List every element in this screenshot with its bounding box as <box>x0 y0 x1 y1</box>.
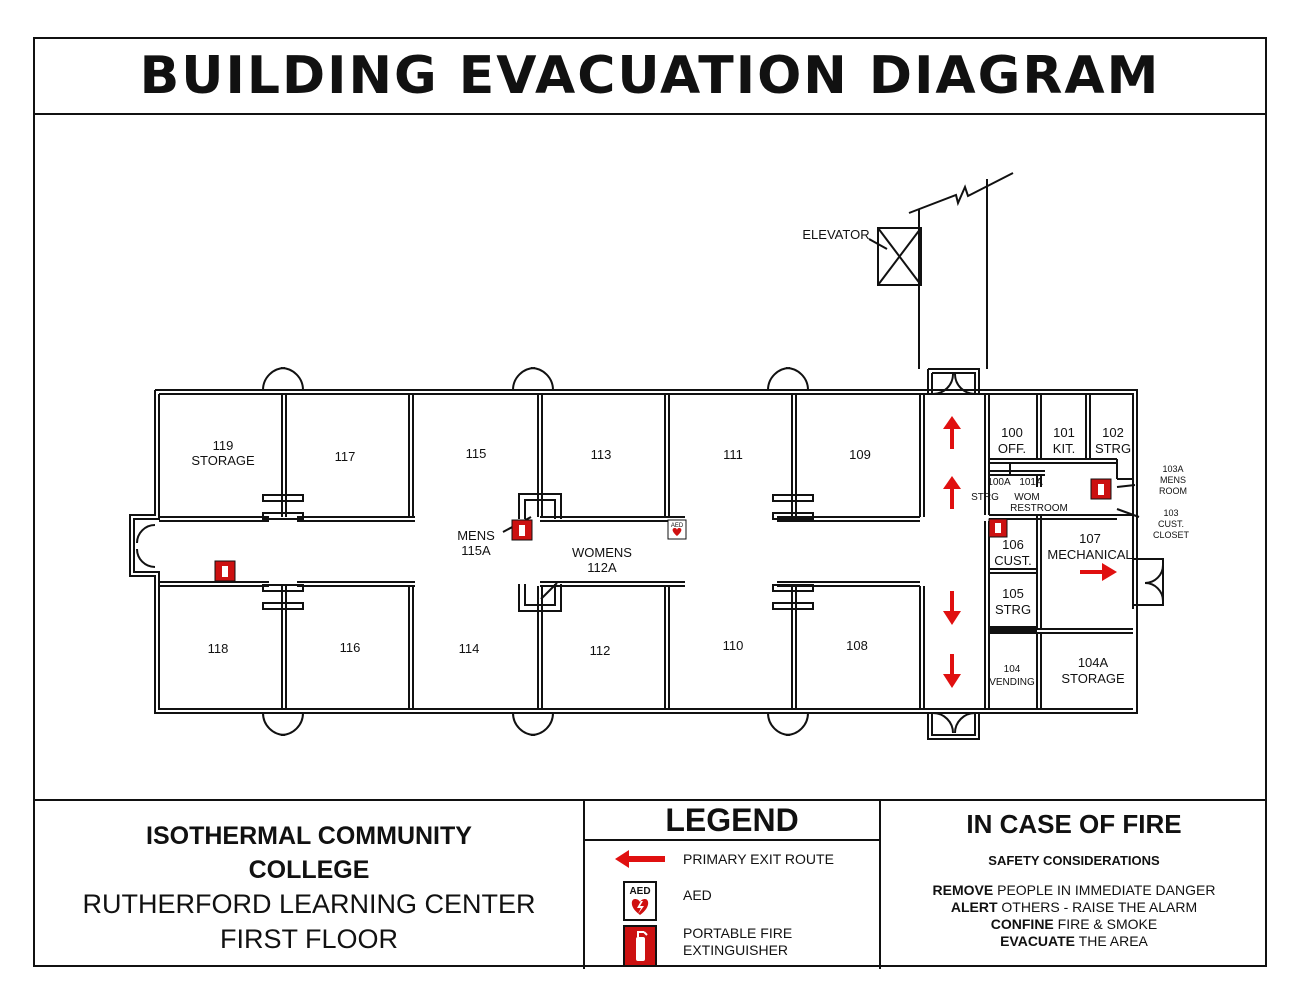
east-rooms-north-corridor <box>989 515 1117 519</box>
fire-steps <box>881 882 1267 950</box>
room-103-type: CLOSET <box>1152 530 1190 540</box>
mens-number: 115A <box>461 543 491 558</box>
fire-extinguisher-icon <box>512 520 532 540</box>
room-116: 116 <box>339 640 361 655</box>
safety-heading: SAFETY CONSIDERATIONS <box>988 853 1160 868</box>
exit-arrow-up-1 <box>943 416 961 449</box>
center-name: RUTHERFORD LEARNING CENTER <box>82 889 536 919</box>
room-108: 108 <box>846 638 868 653</box>
wall-116-114 <box>409 586 413 709</box>
fire-step-text: FIRE & SMOKE <box>1053 916 1158 932</box>
fire-extinguisher-icon <box>215 561 235 581</box>
south-door-3 <box>768 713 808 735</box>
aed-icon <box>668 520 686 539</box>
fire-title: IN CASE OF FIRE <box>966 809 1182 839</box>
room-100a-label: 100A <box>987 477 1011 488</box>
exit-arrow-up-2 <box>943 476 961 509</box>
floor-plan <box>35 39 1269 799</box>
south-door-1 <box>263 713 303 735</box>
room-101a-label: 101A <box>1019 477 1043 488</box>
room-107-number: 107 <box>1079 531 1101 546</box>
east-wing-west-wall <box>985 394 989 709</box>
exit-arrow-down-1 <box>943 591 961 625</box>
east-exit-door <box>1145 565 1163 601</box>
wall-117-115 <box>409 394 413 517</box>
fire-extinguisher-icon <box>623 925 657 967</box>
womens-number: 112A <box>587 560 617 575</box>
room-102-number: 102 <box>1102 425 1124 440</box>
room-104-name: VENDING <box>989 677 1035 688</box>
room-118: 118 <box>207 641 229 656</box>
room-114: 114 <box>458 641 480 656</box>
wall-119-117 <box>282 394 286 517</box>
legend-title: LEGEND <box>585 801 879 841</box>
room-102-name: STRG <box>1094 441 1132 456</box>
fire-step-text: PEOPLE IN IMMEDIATE DANGER <box>993 882 1216 898</box>
north-door-3 <box>768 368 808 390</box>
room-103a-number: 103A <box>1162 464 1184 474</box>
north-door-1 <box>263 368 303 390</box>
fire-step-keyword: CONFINE <box>990 916 1054 932</box>
mens-label: MENS <box>457 528 495 543</box>
fire-step-alert <box>881 899 1267 916</box>
fire-step-keyword: REMOVE <box>932 882 994 898</box>
fire-step-keyword: ALERT <box>950 899 998 915</box>
elevator-shaft-walls <box>919 179 987 369</box>
aed-tag: AED <box>670 523 684 529</box>
wall-113-111 <box>665 394 669 517</box>
legend-label-extinguisher-1: PORTABLE FIRE <box>683 925 793 941</box>
room-115: 115 <box>465 446 487 461</box>
west-exit-door <box>137 525 155 567</box>
elevator-label: ELEVATOR <box>802 227 870 242</box>
fire-step-text: THE AREA <box>1075 933 1148 949</box>
fire-instructions <box>881 801 1267 969</box>
fire-extinguisher-icon <box>1091 479 1111 499</box>
break-line <box>909 173 1013 213</box>
room-106-name: CUST. <box>994 553 1032 568</box>
wom-label: WOM <box>1014 492 1040 503</box>
room-105-name: STRG <box>994 602 1032 617</box>
diagram-frame <box>33 37 1267 967</box>
east-closet-leaders <box>1117 485 1139 517</box>
fire-extinguisher-icon <box>989 519 1007 537</box>
school-name-line-2: COLLEGE <box>248 856 370 884</box>
wall-111-109 <box>792 394 796 517</box>
elevator-cross <box>878 228 921 285</box>
exit-arrow-down-2 <box>943 654 961 688</box>
south-door-2 <box>513 713 553 735</box>
room-109: 109 <box>849 447 871 462</box>
room-104a-name: STORAGE <box>1061 671 1125 686</box>
east-rooms-104a-wall <box>1037 633 1041 709</box>
stair-bottom-door <box>933 713 975 733</box>
east-rooms-106-wall <box>1037 515 1041 629</box>
school-name-line-1: ISOTHERMAL COMMUNITY <box>146 822 472 850</box>
exit-arrow-right <box>1080 563 1117 581</box>
wall-112-110 <box>665 586 669 709</box>
room-103-name: CUST. <box>1157 519 1185 529</box>
east-rooms-mid-wall <box>989 459 1117 463</box>
exit-arrow-icon <box>613 847 673 871</box>
room-103a-type: ROOM <box>1159 486 1187 496</box>
strg-label: STRG <box>971 492 999 503</box>
legend-label-aed: AED <box>683 887 712 903</box>
fire-step-remove <box>881 882 1267 899</box>
room-103a-name: MENS <box>1159 475 1187 485</box>
stair-bottom <box>928 713 979 739</box>
legend-item-aed <box>585 881 879 923</box>
room-106-number: 106 <box>1002 537 1024 552</box>
outer-wall-left-inner <box>134 394 1133 709</box>
page-title: BUILDING EVACUATION DIAGRAM <box>139 46 1161 106</box>
legend-item-extinguisher <box>585 925 879 969</box>
aed-icon <box>623 881 657 921</box>
room-103-number: 103 <box>1163 508 1179 518</box>
restroom-label: RESTROOM <box>1010 503 1068 514</box>
wall-110-108 <box>792 586 796 709</box>
room-100-number: 100 <box>1001 425 1023 440</box>
wall-115-113 <box>538 394 542 517</box>
room-113: 113 <box>590 447 612 462</box>
wall-109-stair <box>920 394 924 517</box>
fire-step-evacuate <box>881 933 1267 950</box>
wall-118-116 <box>282 586 286 709</box>
fire-step-keyword: EVACUATE <box>1000 933 1076 949</box>
footer <box>35 799 1265 969</box>
fire-step-confine <box>881 916 1267 933</box>
room-101-name: KIT. <box>1052 441 1076 456</box>
room-100-name: OFF. <box>997 441 1027 456</box>
room-117: 117 <box>334 449 356 464</box>
room-112: 112 <box>589 643 611 658</box>
fire-step-text: OTHERS - RAISE THE ALARM <box>997 899 1198 915</box>
room-110: 110 <box>722 638 744 653</box>
room-101-number: 101 <box>1053 425 1075 440</box>
school-block <box>35 801 585 969</box>
womens-restroom-nook-inner <box>525 584 555 605</box>
womens-label: WOMENS <box>572 545 632 560</box>
room-104-number: 104 <box>1003 664 1021 675</box>
north-door-2 <box>513 368 553 390</box>
legend <box>585 801 881 969</box>
legend-label-exit: PRIMARY EXIT ROUTE <box>683 851 834 867</box>
wall-108-stair <box>920 586 924 709</box>
room-111: 111 <box>723 447 743 462</box>
room-104a-number: 104A <box>1077 655 1109 670</box>
floor-name: FIRST FLOOR <box>219 924 399 954</box>
legend-label-extinguisher-2: EXTINGUISHER <box>683 942 789 958</box>
room-119-name: STORAGE <box>191 453 255 468</box>
room-119-number: 119 <box>212 438 234 453</box>
room-105-number: 105 <box>1002 586 1024 601</box>
room-107-name: MECHANICAL <box>1047 547 1133 562</box>
aed-icon-text: AED <box>629 886 651 897</box>
legend-item-exit <box>585 847 879 873</box>
